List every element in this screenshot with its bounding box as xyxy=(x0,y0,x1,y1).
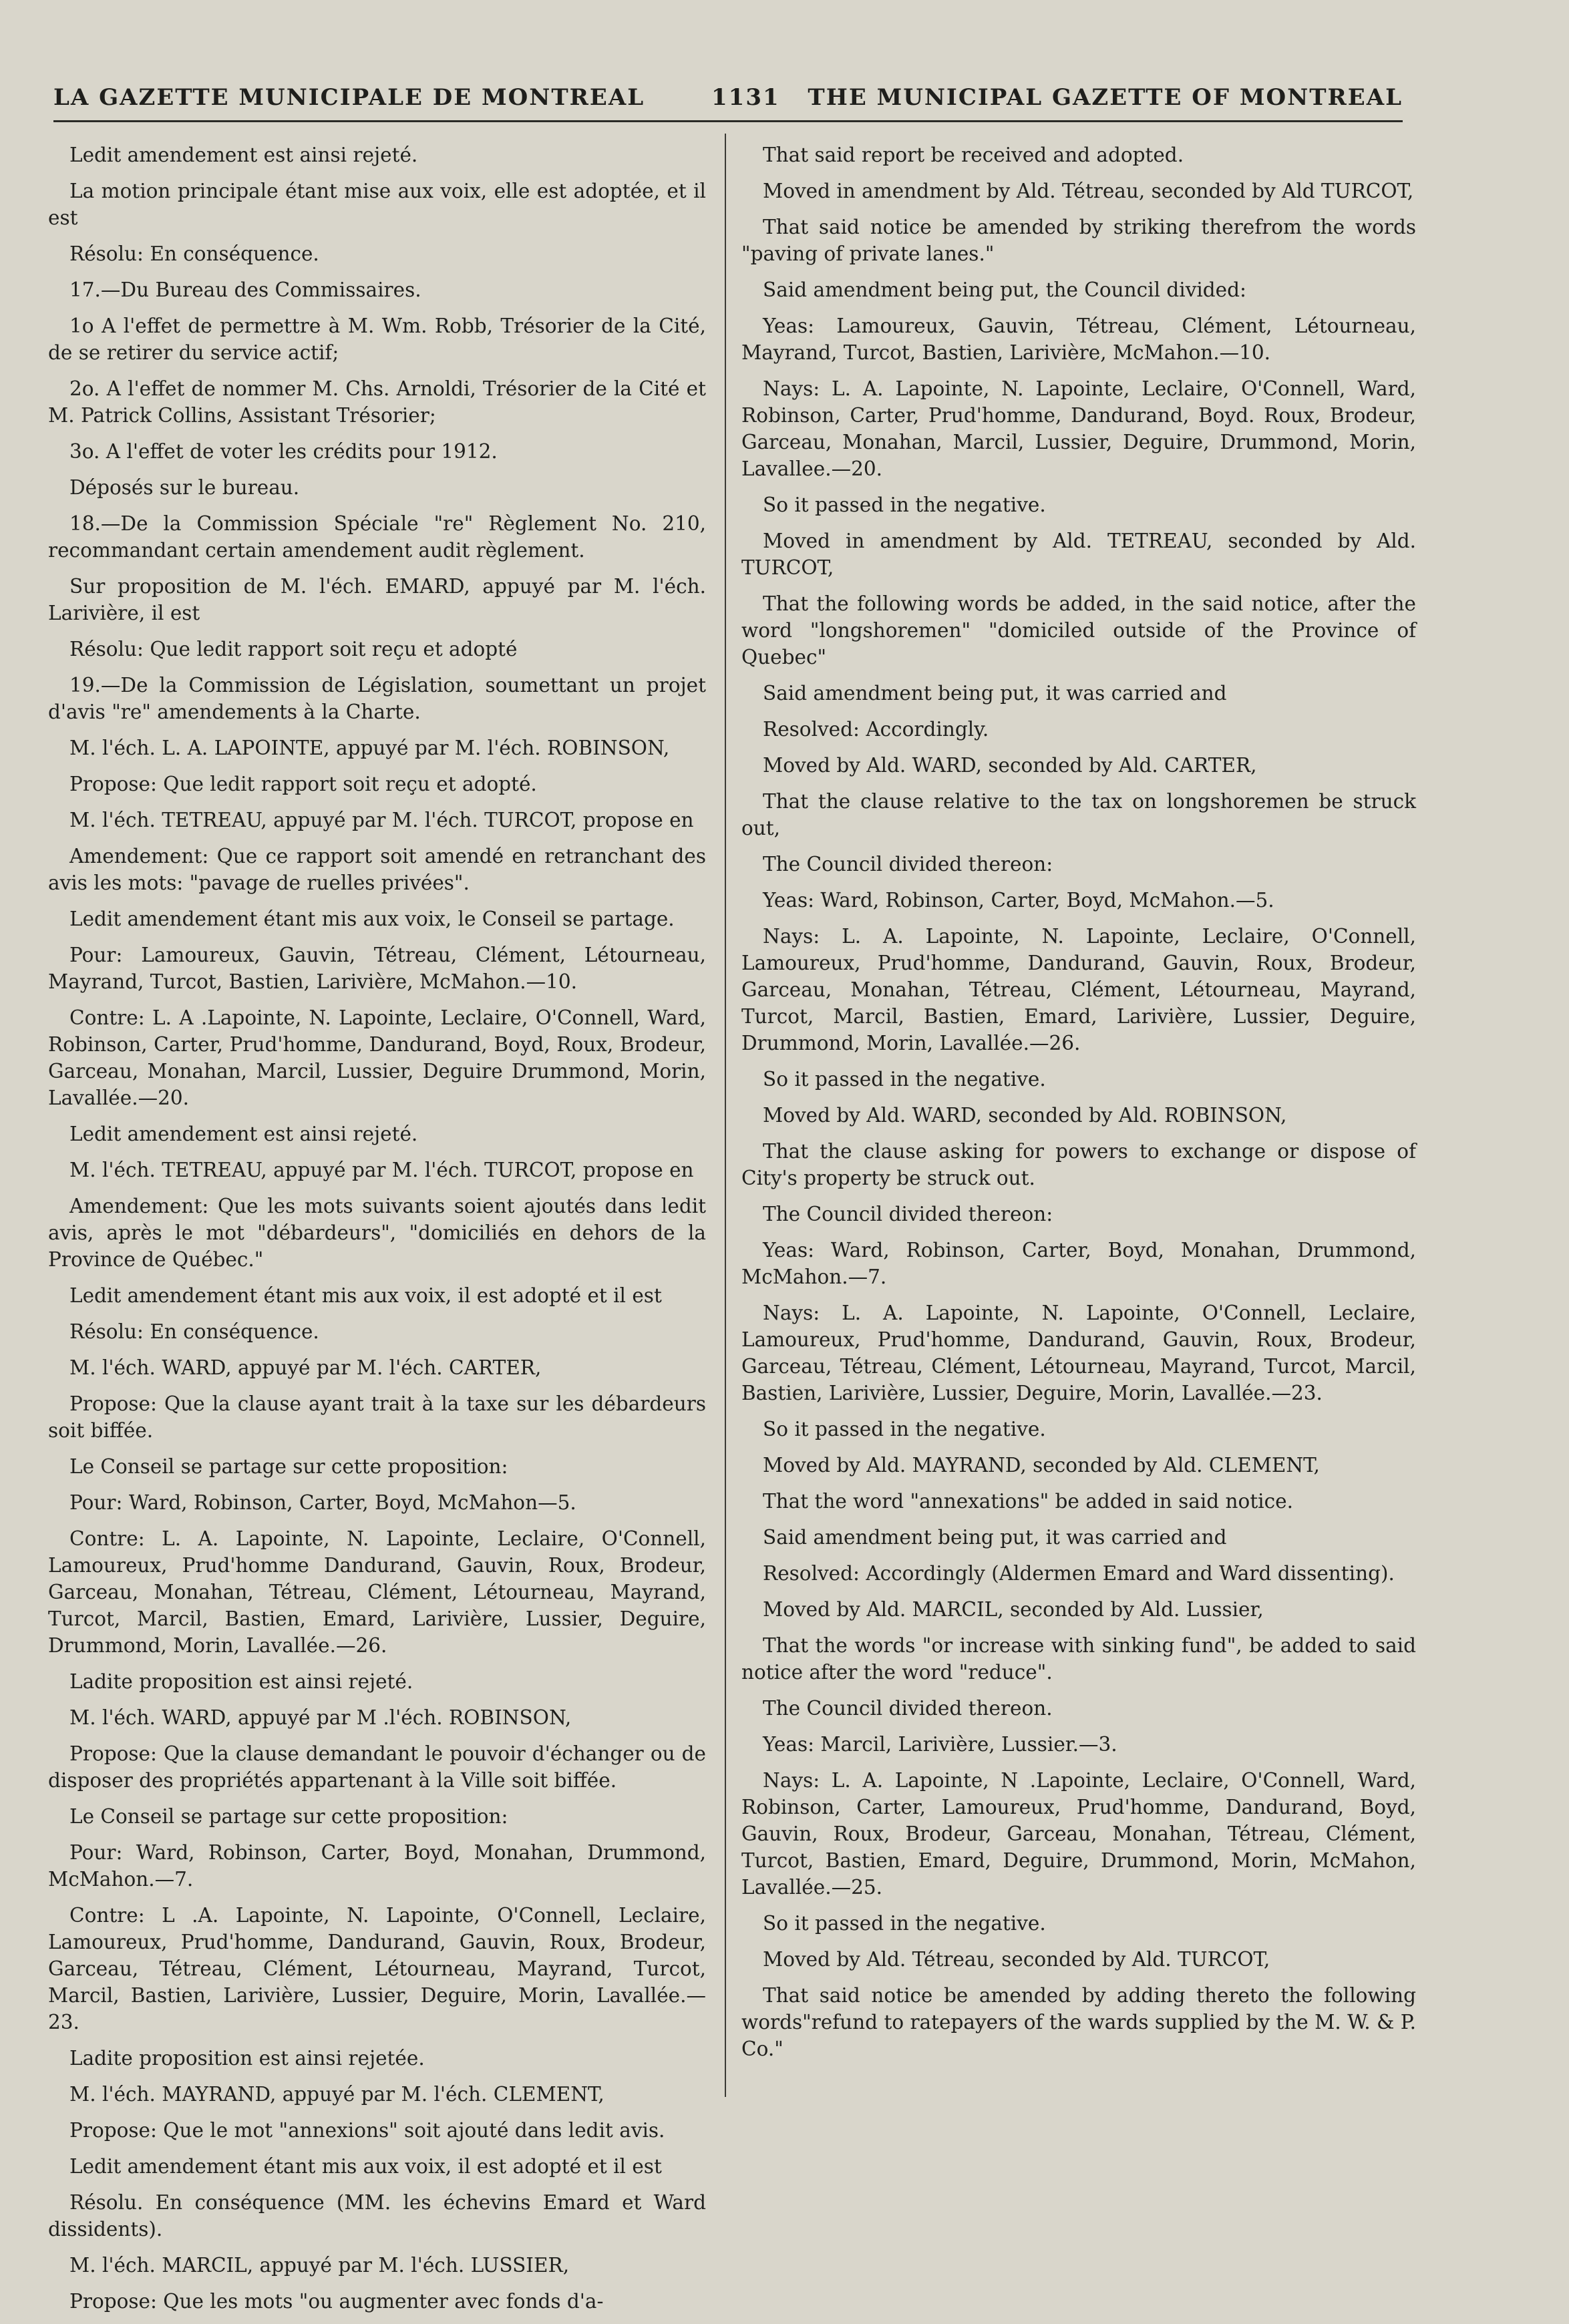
paragraph: Moved in amendment by Ald. Tétreau, seconded by Ald TURCOT, xyxy=(763,180,1414,202)
paragraph: Moved by Ald. MARCIL, seconded by Ald. Lussier, xyxy=(763,1598,1264,1621)
paragraph: The Council divided thereon: xyxy=(763,1203,1053,1225)
paragraph: Resolved: Accordingly (Aldermen Emard and Ward dissenting). xyxy=(763,1562,1395,1585)
paragraph: That the clause asking for powers to exchange or dispose of City's property be struck out. xyxy=(741,1140,1416,1189)
paragraph: That said notice be amended by striking therefrom the words "paving of private lanes." xyxy=(741,216,1416,265)
paragraph: Pour: Lamoureux, Gauvin, Tétreau, Clément, Létourneau, Mayrand, Turcot, Bastien, Larivière, McMahon.—10. xyxy=(48,944,706,993)
paragraph: Said amendment being put, it was carried and xyxy=(763,1526,1227,1549)
paragraph: Le Conseil se partage sur cette proposition: xyxy=(69,1805,508,1828)
paragraph: So it passed in the negative. xyxy=(763,1418,1046,1440)
paragraph: Propose: Que le mot "annexions" soit ajouté dans ledit avis. xyxy=(69,2119,665,2142)
paragraph: Contre: L .A. Lapointe, N. Lapointe, O'Connell, Leclaire, Lamoureux, Prud'homme, Dandurand, Gauvin, Roux, Brodeur, Garceau, Tétreau, Clément, Létourneau, Mayrand, Turcot, Marcil, Bastien, Larivière, Lussier, Deguire, Morin, Lavallée.—23. xyxy=(48,1904,706,2034)
paragraph: So it passed in the negative. xyxy=(763,494,1046,516)
paragraph: M. l'éch. TETREAU, appuyé par M. l'éch. TURCOT, propose en xyxy=(69,809,694,831)
paragraph: Propose: Que ledit rapport soit reçu et adopté. xyxy=(69,773,537,795)
paragraph: Moved by Ald. WARD, seconded by Ald. CARTER, xyxy=(763,754,1257,777)
paragraph: Amendement: Que les mots suivants soient ajoutés dans ledit avis, après le mot "débardeurs", "domiciliés en dehors de la Province de Québec." xyxy=(48,1195,706,1271)
paragraph: Ladite proposition est ainsi rejeté. xyxy=(69,1670,413,1693)
paragraph: That the word "annexations" be added in said notice. xyxy=(763,1490,1293,1513)
paragraph: Nays: L. A. Lapointe, N .Lapointe, Leclaire, O'Connell, Ward, Robinson, Carter, Lamoureux, Prud'homme, Dandurand, Boyd, Gauvin, Roux, Brodeur, Garceau, Monahan, Tétreau, Clément, Turcot, Bastien, Emard, Deguire, Drummond, Morin, McMahon, Lavallée.—25. xyxy=(741,1769,1416,1899)
paragraph: That the clause relative to the tax on longshoremen be struck out, xyxy=(741,790,1416,839)
column-divider xyxy=(725,134,726,2097)
header-english-title: THE MUNICIPAL GAZETTE OF MONTREAL xyxy=(808,84,1403,111)
paragraph: Yeas: Ward, Robinson, Carter, Boyd, Monahan, Drummond, McMahon.—7. xyxy=(741,1239,1416,1288)
paragraph: Said amendment being put, the Council divided: xyxy=(763,278,1246,301)
paragraph: Said amendment being put, it was carried and xyxy=(763,682,1227,705)
paragraph: Yeas: Lamoureux, Gauvin, Tétreau, Clément, Létourneau, Mayrand, Turcot, Bastien, Larivière, McMahon.—10. xyxy=(741,315,1416,364)
paragraph: 2o. A l'effet de nommer M. Chs. Arnoldi, Trésorier de la Cité et M. Patrick Collins, Assistant Trésorier; xyxy=(48,377,706,427)
paragraph: That said report be received and adopted. xyxy=(763,144,1184,166)
paragraph: 3o. A l'effet de voter les crédits pour 1912. xyxy=(69,440,498,463)
paragraph: Propose: Que la clause ayant trait à la taxe sur les débardeurs soit biffée. xyxy=(48,1392,706,1442)
paragraph: Sur proposition de M. l'éch. EMARD, appuyé par M. l'éch. Larivière, il est xyxy=(48,575,706,624)
paragraph: Résolu. En conséquence (MM. les échevins Emard et Ward dissidents). xyxy=(48,2191,706,2241)
paragraph: La motion principale étant mise aux voix, elle est adoptée, et il est xyxy=(48,180,706,229)
paragraph: Moved by Ald. WARD, seconded by Ald. ROBINSON, xyxy=(763,1104,1287,1127)
header-french-title: LA GAZETTE MUNICIPALE DE MONTREAL xyxy=(53,84,645,111)
paragraph: 17.—Du Bureau des Commissaires. xyxy=(69,278,421,301)
paragraph: Ledit amendement étant mis aux voix, il est adopté et il est xyxy=(69,1284,662,1307)
paragraph: Ledit amendement est ainsi rejeté. xyxy=(69,144,418,166)
paragraph: Pour: Ward, Robinson, Carter, Boyd, Monahan, Drummond, McMahon.—7. xyxy=(48,1841,706,1891)
paragraph: Moved by Ald. MAYRAND, seconded by Ald. CLEMENT, xyxy=(763,1454,1320,1477)
paragraph: Amendement: Que ce rapport soit amendé en retranchant des avis les mots: "pavage de ruelles privées". xyxy=(48,845,706,894)
paragraph: Contre: L. A. Lapointe, N. Lapointe, Leclaire, O'Connell, Lamoureux, Prud'homme Dandurand, Gauvin, Roux, Brodeur, Garceau, Monahan, Tétreau, Clément, Létourneau, Mayrand, Turcot, Marcil, Bastien, Emard, Larivière, Lussier, Deguire, Drummond, Morin, Lavallée.—26. xyxy=(48,1527,706,1657)
paragraph: Moved by Ald. Tétreau, seconded by Ald. TURCOT, xyxy=(763,1948,1270,1971)
paragraph: So it passed in the negative. xyxy=(763,1068,1046,1091)
paragraph: Ladite proposition est ainsi rejetée. xyxy=(69,2047,425,2070)
paragraph: Nays: L. A. Lapointe, N. Lapointe, O'Connell, Leclaire, Lamoureux, Prud'homme, Dandurand, Gauvin, Roux, Brodeur, Garceau, Tétreau, Clément, Létourneau, Mayrand, Turcot, Marcil, Bastien, Larivière, Lussier, Deguire, Morin, Lavallée.—23. xyxy=(741,1302,1416,1404)
paragraph: That the following words be added, in the said notice, after the word "longshoremen" "domiciled outside of the Province of Quebec" xyxy=(741,592,1416,668)
paragraph: So it passed in the negative. xyxy=(763,1912,1046,1935)
paragraph: Nays: L. A. Lapointe, N. Lapointe, Leclaire, O'Connell, Ward, Robinson, Carter, Prud'homme, Dandurand, Boyd. Roux, Brodeur, Garceau, Monahan, Marcil, Lussier, Deguire, Drummond, Morin, Lavallee.—20. xyxy=(741,377,1416,480)
paragraph: Yeas: Ward, Robinson, Carter, Boyd, McMahon.—5. xyxy=(763,889,1274,912)
paragraph: That said notice be amended by adding thereto the following words"refund to ratepayers of the wards supplied by the M. W. & P. Co." xyxy=(741,1984,1416,2060)
paragraph: Propose: Que la clause demandant le pouvoir d'échanger ou de disposer des propriétés appartenant à la Ville soit biffée. xyxy=(48,1742,706,1792)
paragraph: 19.—De la Commission de Législation, soumettant un projet d'avis "re" amendements à la Charte. xyxy=(48,674,706,723)
paragraph: M. l'éch. L. A. LAPOINTE, appuyé par M. l'éch. ROBINSON, xyxy=(69,737,670,759)
paragraph: M. l'éch. WARD, appuyé par M .l'éch. ROBINSON, xyxy=(69,1706,572,1729)
paragraph: Propose: Que les mots "ou augmenter avec fonds d'a- xyxy=(69,2290,604,2313)
paragraph: Le Conseil se partage sur cette proposition: xyxy=(69,1455,508,1478)
paragraph: M. l'éch. MAYRAND, appuyé par M. l'éch. CLEMENT, xyxy=(69,2083,604,2106)
paragraph: M. l'éch. WARD, appuyé par M. l'éch. CARTER, xyxy=(69,1356,542,1379)
paragraph: M. l'éch. TETREAU, appuyé par M. l'éch. TURCOT, propose en xyxy=(69,1159,694,1181)
paragraph: Ledit amendement est ainsi rejeté. xyxy=(69,1123,418,1145)
paragraph: The Council divided thereon. xyxy=(763,1697,1053,1720)
paragraph: Yeas: Marcil, Larivière, Lussier.—3. xyxy=(763,1733,1117,1756)
header-rule xyxy=(53,120,1403,122)
paragraph: 1o A l'effet de permettre à M. Wm. Robb, Trésorier de la Cité, de se retirer du service actif; xyxy=(48,315,706,364)
paragraph: Moved in amendment by Ald. TETREAU, seconded by Ald. TURCOT, xyxy=(741,530,1416,579)
paragraph: Contre: L. A .Lapointe, N. Lapointe, Leclaire, O'Connell, Ward, Robinson, Carter, Prud'homme, Dandurand, Boyd, Roux, Brodeur, Garceau, Monahan, Marcil, Lussier, Deguire Drummond, Morin, Lavallée.—20. xyxy=(48,1006,706,1109)
paragraph: Pour: Ward, Robinson, Carter, Boyd, McMahon—5. xyxy=(69,1491,576,1514)
paragraph: 18.—De la Commission Spéciale "re" Règlement No. 210, recommandant certain amendement audit règlement. xyxy=(48,512,706,562)
paragraph: That the words "or increase with sinking fund", be added to said notice after the word "reduce". xyxy=(741,1634,1416,1684)
english-column xyxy=(741,142,1416,2072)
paragraph: Nays: L. A. Lapointe, N. Lapointe, Leclaire, O'Connell, Lamoureux, Prud'homme, Dandurand, Gauvin, Roux, Brodeur, Garceau, Monahan, Tétreau, Clément, Létourneau, Mayrand, Turcot, Marcil, Bastien, Emard, Larivière, Lussier, Deguire, Drummond, Morin, Lavallée.—26. xyxy=(741,925,1416,1054)
page-number: 1131 xyxy=(711,84,780,111)
paragraph: M. l'éch. MARCIL, appuyé par M. l'éch. LUSSIER, xyxy=(69,2254,570,2277)
french-column xyxy=(48,142,706,2324)
paragraph: Ledit amendement étant mis aux voix, il est adopté et il est xyxy=(69,2155,662,2178)
paragraph: Ledit amendement étant mis aux voix, le Conseil se partage. xyxy=(69,908,675,930)
paragraph: Résolu: Que ledit rapport soit reçu et adopté xyxy=(69,638,518,660)
page-header xyxy=(53,79,1403,119)
paragraph: Déposés sur le bureau. xyxy=(69,476,300,499)
paragraph: Résolu: En conséquence. xyxy=(69,242,319,265)
paragraph: The Council divided thereon: xyxy=(763,853,1053,876)
paragraph: Resolved: Accordingly. xyxy=(763,718,989,741)
paragraph: Résolu: En conséquence. xyxy=(69,1320,319,1343)
